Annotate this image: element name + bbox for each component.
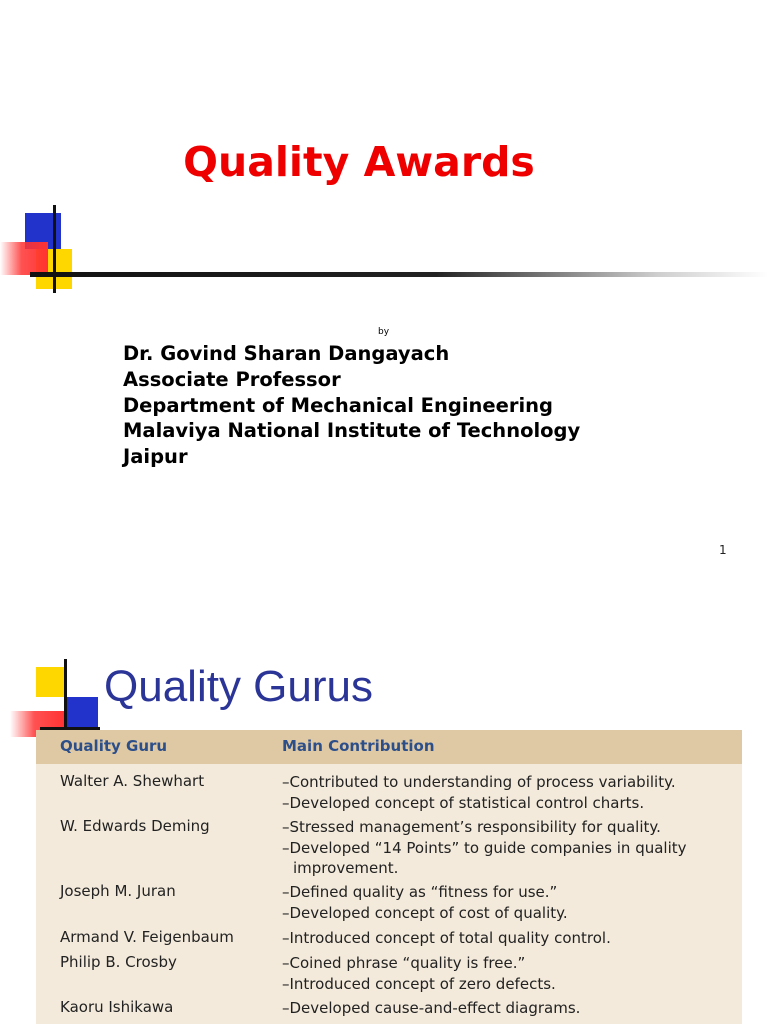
guru-name: Philip B. Crosby <box>60 953 177 971</box>
contribution-item: –Developed “14 Points” to guide companies in quality improvement. <box>282 838 687 877</box>
contribution-item: –Coined phrase “quality is free.” <box>282 954 526 972</box>
author-institute: Malaviya National Institute of Technology <box>123 419 581 443</box>
author-block <box>123 341 580 470</box>
contribution-item: –Introduced concept of zero defects. <box>282 974 556 993</box>
slide-title: Quality Awards <box>183 138 535 186</box>
author-title: Associate Professor <box>123 367 341 391</box>
contribution-item: –Stressed management’s responsibility for quality. <box>282 818 661 836</box>
header-quality-guru: Quality Guru <box>60 737 168 755</box>
contribution-list <box>282 772 737 813</box>
slide-separator <box>0 610 768 640</box>
contribution-item: –Developed cause-and-effect diagrams. <box>282 999 581 1017</box>
contribution-item: –Developed concept of statistical control charts. <box>282 793 645 812</box>
contribution-item: –Introduced concept of total quality control. <box>282 929 611 947</box>
contribution-item: –Defined quality as “fitness for use.” <box>282 883 558 901</box>
contribution-item: –Developed concept of cost of quality. <box>282 903 568 922</box>
slide-title: Quality Gurus <box>104 662 373 711</box>
table-header <box>36 730 742 764</box>
contribution-list <box>282 953 737 994</box>
contribution-list <box>282 998 737 1019</box>
author-department: Department of Mechanical Engineering <box>123 393 553 417</box>
guru-name: Walter A. Shewhart <box>60 772 205 790</box>
by-label: by <box>378 327 390 337</box>
horizontal-rule <box>30 272 768 277</box>
decorative-squares-logo <box>0 205 100 295</box>
contribution-list <box>282 928 737 949</box>
author-city: Jaipur <box>123 445 188 469</box>
guru-name: Joseph M. Juran <box>60 882 176 900</box>
page-number: 1 <box>719 543 727 557</box>
guru-name: Armand V. Feigenbaum <box>60 928 234 946</box>
contribution-list <box>282 882 737 923</box>
decorative-squares-logo <box>0 657 100 737</box>
header-main-contribution: Main Contribution <box>282 737 435 755</box>
quality-gurus-slide <box>0 640 768 1024</box>
gurus-table <box>36 730 742 1024</box>
guru-name: Kaoru Ishikawa <box>60 998 174 1016</box>
contribution-item: –Contributed to understanding of process variability. <box>282 773 676 791</box>
author-name: Dr. Govind Sharan Dangayach <box>123 342 450 365</box>
guru-name: W. Edwards Deming <box>60 817 210 835</box>
contribution-list <box>282 817 737 879</box>
